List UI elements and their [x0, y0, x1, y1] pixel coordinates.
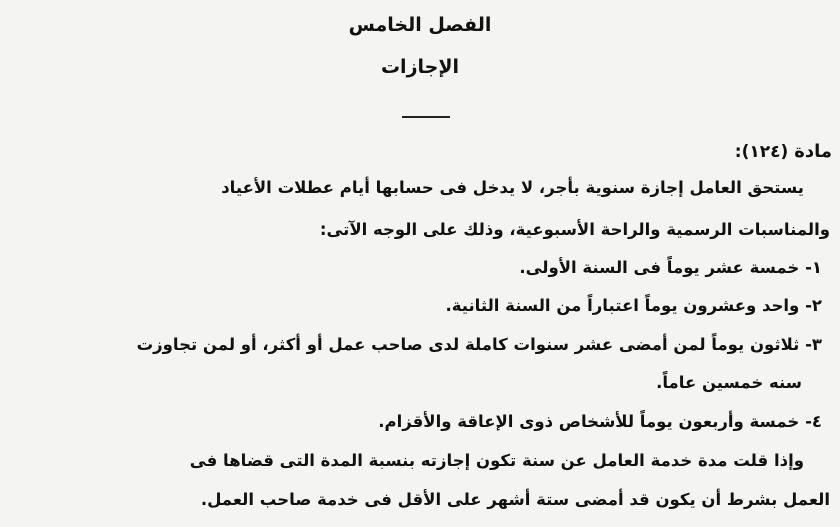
list-item-number: ٢- [805, 296, 822, 315]
paragraph-line: والمناسبات الرسمية والراحة الأسبوعية، وذلك على الوجه الآتى: [319, 220, 830, 239]
paragraph-line: يستحق العامل إجازة سنوية بأجر، لا يدخل فى حسابها أيام عطلات الأعياد [221, 178, 804, 197]
list-item [378, 412, 822, 431]
list-item-text: خمسة وأربعون يوماً للأشخاص ذوى الإعاقة والأقزام. [378, 412, 800, 431]
paragraph-line: العمل بشرط أن يكون قد أمضى ستة أشهر على الأقل فى خدمة صاحب العمل. [200, 490, 830, 509]
list-item-number: ٣- [805, 335, 822, 354]
list-item-text: ثلاثون يوماً لمن أمضى عشر سنوات كاملة لدى صاحب عمل أو أكثر، أو لمن تجاوزت [136, 335, 800, 354]
list-item-text: خمسة عشر يوماً فى السنة الأولى. [519, 258, 800, 277]
list-item-number: ٤- [805, 412, 822, 431]
list-item [519, 258, 822, 277]
article-number: (١٢٤): [734, 142, 789, 162]
list-item [137, 335, 822, 354]
article-label: مادة [794, 141, 832, 162]
list-item [445, 296, 822, 315]
title-divider [402, 116, 450, 118]
chapter-title: الفصل الخامس [348, 14, 492, 36]
list-item-number: ١- [805, 258, 822, 277]
section-title: الإجازات [380, 56, 460, 78]
list-item-text: واحد وعشرون يوماً اعتباراً من السنة الثانية. [445, 296, 800, 315]
article-heading [735, 141, 832, 162]
paragraph-line: وإذا قلت مدة خدمة العامل عن سنة تكون إجازته بنسبة المدة التى قضاها فى [189, 451, 804, 470]
list-item-continuation: سنه خمسين عاماً. [656, 373, 802, 392]
